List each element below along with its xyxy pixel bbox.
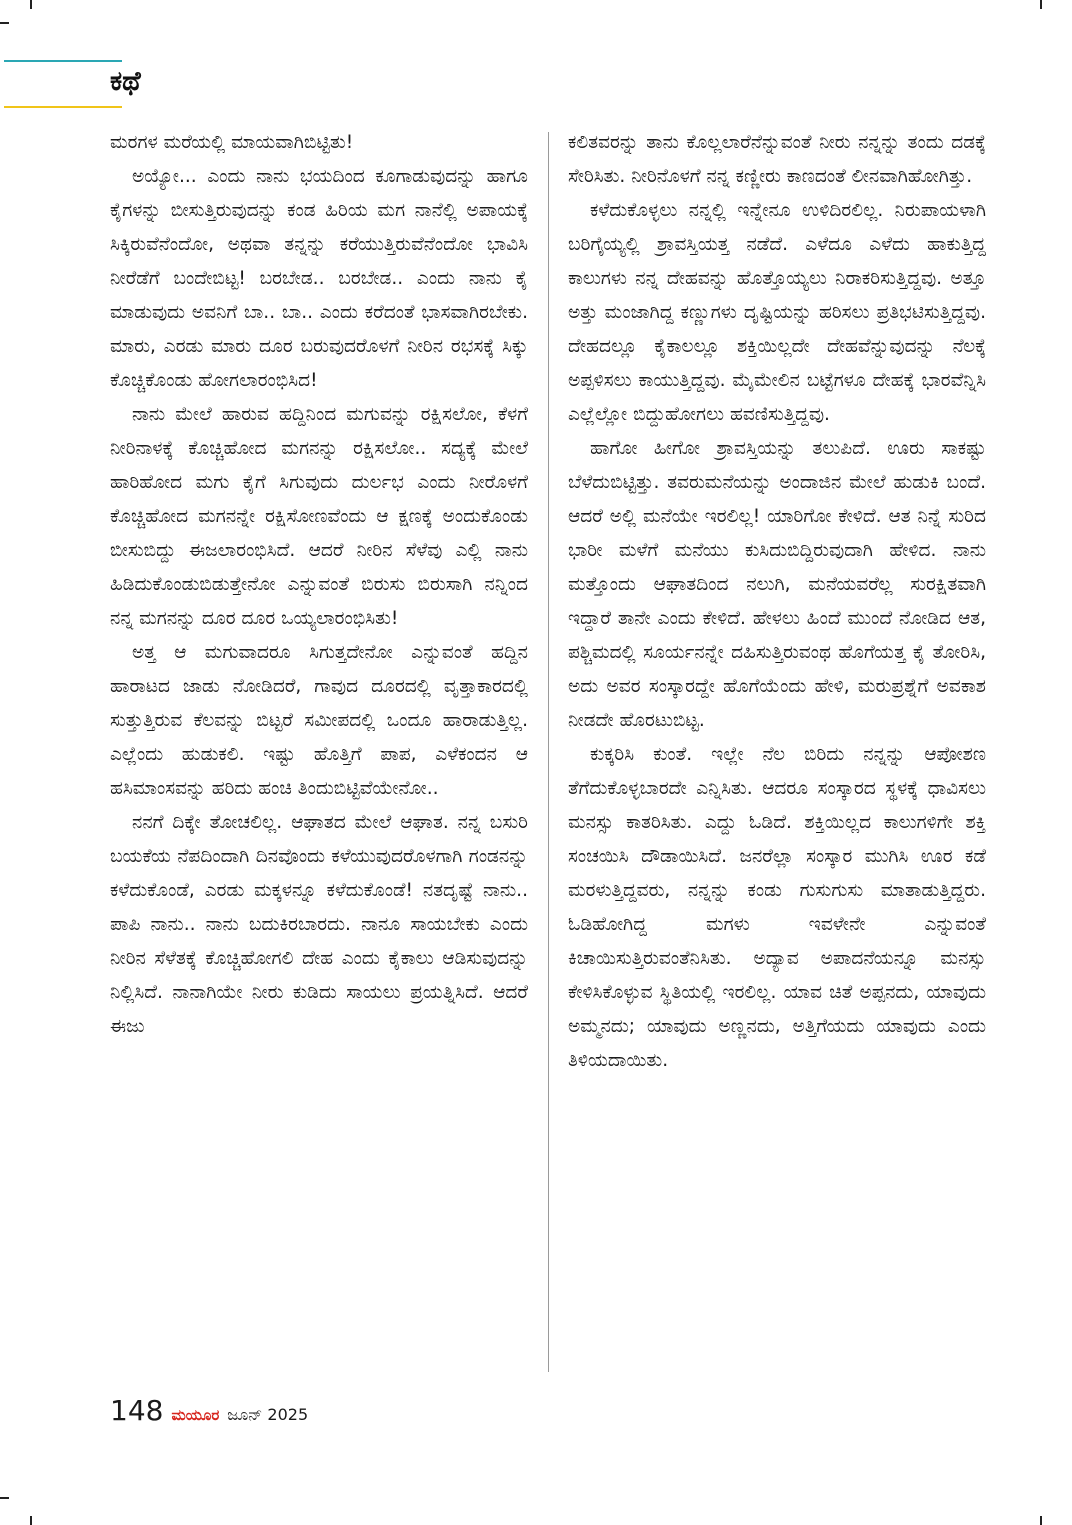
- paragraph: ಕುಕ್ಕರಿಸಿ ಕುಂತೆ. ಇಲ್ಲೇ ನೆಲ ಬಿರಿದು ನನ್ನನ್ನು ಆಪೋಶಣ ತೆಗೆದುಕೊಳ್ಳಬಾರದೇ ಎನ್ನಿಸಿತು. ಆದರೂ ಸಂಸ್ಕಾರದ ಸ್ಥಳಕ್ಕೆ ಧಾವಿಸಲು ಮನಸ್ಸು ಕಾತರಿಸಿತು. ಎದ್ದು ಓಡಿದೆ. ಶಕ್ತಿಯಿಲ್ಲದ ಕಾಲುಗಳಿಗೇ ಶಕ್ತಿ ಸಂಚಯಿಸಿ ದೌಡಾಯಿಸಿದೆ. ಜನರೆಲ್ಲಾ ಸಂಸ್ಕಾರ ಮುಗಿಸಿ ಊರ ಕಡೆ ಮರಳುತ್ತಿದ್ದವರು, ನನ್ನನ್ನು ಕಂಡು ಗುಸುಗುಸು ಮಾತಾಡುತ್ತಿದ್ದರು. ಓಡಿಹೋಗಿದ್ದ ಮಗಳು ಇವಳೇನೇ ಎನ್ನುವಂತೆ ಕಿಚಾಯಿಸುತ್ತಿರುವಂತೆನಿಸಿತು. ಅದ್ಯಾವ ಅಪಾದನೆಯನ್ನೂ ಮನಸ್ಸು ಕೇಳಿಸಿಕೊಳ್ಳುವ ಸ್ಥಿತಿಯಲ್ಲಿ ಇರಲಿಲ್ಲ. ಯಾವ ಚಿತೆ ಅಪ್ಪನದು, ಯಾವುದು ಅಮ್ಮನದು; ಯಾವುದು ಅಣ್ಣನದು, ಅತ್ತಿಗೆಯದು ಯಾವುದು ಎಂದು ತಿಳಿಯದಾಯಿತು.: [568, 744, 986, 1071]
- paragraph: ಕಳೆದುಕೊಳ್ಳಲು ನನ್ನಲ್ಲಿ ಇನ್ನೇನೂ ಉಳಿದಿರಲಿಲ್ಲ. ನಿರುಪಾಯಳಾಗಿ ಬರಿಗೈಯ್ಯಲ್ಲಿ ಶ್ರಾವಸ್ತಿಯತ್ತ ನಡೆದೆ. ಎಳೆದೂ ಎಳೆದು ಹಾಕುತ್ತಿದ್ದ ಕಾಲುಗಳು ನನ್ನ ದೇಹವನ್ನು ಹೊತ್ತೊಯ್ಯಲು ನಿರಾಕರಿಸುತ್ತಿದ್ದವು. ಅತ್ತೂ ಅತ್ತು ಮಂಜಾಗಿದ್ದ ಕಣ್ಣುಗಳು ದೃಷ್ಟಿಯನ್ನು ಹರಿಸಲು ಪ್ರತಿಭಟಿಸುತ್ತಿದ್ದವು. ದೇಹದಲ್ಲೂ ಕೈಕಾಲಲ್ಲೂ ಶಕ್ತಿಯಿಲ್ಲದೇ ದೇಹವೆನ್ನುವುದನ್ನು ನೆಲಕ್ಕೆ ಅಪ್ಪಳಿಸಲು ಕಾಯುತ್ತಿದ್ದವು. ಮೈಮೇಲಿನ ಬಟ್ಟೆಗಳೂ ದೇಹಕ್ಕೆ ಭಾರವೆನ್ನಿಸಿ ಎಲ್ಲೆಲ್ಲೋ ಬಿದ್ದುಹೋಗಲು ಹವಣಿಸುತ್ತಿದ್ದವು.: [568, 200, 986, 425]
- page-number: 148: [110, 1394, 164, 1427]
- crop-mark: [30, 1516, 32, 1525]
- article-column-left: [110, 126, 528, 1044]
- header-rule-top: [4, 60, 122, 62]
- crop-mark: [0, 22, 9, 24]
- paragraph: ನಾನು ಮೇಲೆ ಹಾರುವ ಹದ್ದಿನಿಂದ ಮಗುವನ್ನು ರಕ್ಷಿಸಲೋ, ಕೆಳಗೆ ನೀರಿನಾಳಕ್ಕೆ ಕೊಚ್ಚಿಹೋದ ಮಗನನ್ನು ರಕ್ಷಿಸಲೋ.. ಸದ್ಯಕ್ಕೆ ಮೇಲೆ ಹಾರಿಹೋದ ಮಗು ಕೈಗೆ ಸಿಗುವುದು ದುರ್ಲಭ ಎಂದು ನೀರೊಳಗೆ ಕೊಚ್ಚಿಹೋದ ಮಗನನ್ನೇ ರಕ್ಷಿಸೋಣವೆಂದು ಆ ಕ್ಷಣಕ್ಕೆ ಅಂದುಕೊಂಡು ಬೀಸುಬಿದ್ದು ಈಜಲಾರಂಭಿಸಿದೆ. ಆದರೆ ನೀರಿನ ಸೆಳೆವು ಎಲ್ಲಿ ನಾನು ಹಿಡಿದುಕೊಂಡುಬಿಡುತ್ತೇನೋ ಎನ್ನುವಂತೆ ಬಿರುಸು ಬಿರುಸಾಗಿ ನನ್ನಿಂದ ನನ್ನ ಮಗನನ್ನು ದೂರ ದೂರ ಒಯ್ಯಲಾರಂಭಿಸಿತು!: [110, 404, 528, 629]
- crop-mark: [1040, 0, 1042, 9]
- magazine-logo: ಮಯೂರ: [171, 1406, 220, 1424]
- paragraph: ನನಗೆ ದಿಕ್ಕೇ ತೋಚಲಿಲ್ಲ. ಆಘಾತದ ಮೇಲೆ ಆಘಾತ. ನನ್ನ ಬಸುರಿ ಬಯಕೆಯ ನೆಪದಿಂದಾಗಿ ದಿನವೊಂದು ಕಳೆಯುವುದರೊಳಗಾಗಿ ಗಂಡನನ್ನು ಕಳೆದುಕೊಂಡೆ, ಎರಡು ಮಕ್ಕಳನ್ನೂ ಕಳೆದುಕೊಂಡೆ! ನತದೃಷ್ಟೆ ನಾನು.. ಪಾಪಿ ನಾನು.. ನಾನು ಬದುಕಿರಬಾರದು. ನಾನೂ ಸಾಯಬೇಕು ಎಂದು ನೀರಿನ ಸೆಳೆತಕ್ಕೆ ಕೊಚ್ಚಿಹೋಗಲಿ ದೇಹ ಎಂದು ಕೈಕಾಲು ಆಡಿಸುವುದನ್ನು ನಿಲ್ಲಿಸಿದೆ. ನಾನಾಗಿಯೇ ನೀರು ಕುಡಿದು ಸಾಯಲು ಪ್ರಯತ್ನಿಸಿದೆ. ಆದರೆ ಈಜು: [110, 812, 528, 1037]
- header-rule-bottom: [4, 106, 122, 108]
- crop-mark: [0, 1497, 9, 1499]
- article-column-right: [568, 126, 986, 1078]
- column-divider: [548, 132, 549, 1372]
- paragraph: ಮರಗಳ ಮರೆಯಲ್ಲಿ ಮಾಯವಾಗಿಬಿಟ್ಟಿತು!: [110, 132, 354, 153]
- paragraph: ಅಯ್ಯೋ... ಎಂದು ನಾನು ಭಯದಿಂದ ಕೂಗಾಡುವುದನ್ನು ಹಾಗೂ ಕೈಗಳನ್ನು ಬೀಸುತ್ತಿರುವುದನ್ನು ಕಂಡ ಹಿರಿಯ ಮಗ ನಾನೆಲ್ಲಿ ಅಪಾಯಕ್ಕೆ ಸಿಕ್ಕಿರುವೆನೆಂದೋ, ಅಥವಾ ತನ್ನನ್ನು ಕರೆಯುತ್ತಿರುವೆನೆಂದೋ ಭಾವಿಸಿ ನೀರೆಡೆಗೆ ಬಂದೇಬಿಟ್ಟ! ಬರಬೇಡ.. ಬರಬೇಡ.. ಎಂದು ನಾನು ಕೈ ಮಾಡುವುದು ಅವನಿಗೆ ಬಾ.. ಬಾ.. ಎಂದು ಕರೆದಂತೆ ಭಾಸವಾಗಿರಬೇಕು. ಮಾರು, ಎರಡು ಮಾರು ದೂರ ಬರುವುದರೊಳಗೆ ನೀರಿನ ರಭಸಕ್ಕೆ ಸಿಕ್ಕು ಕೊಚ್ಚಿಕೊಂಡು ಹೋಗಲಾರಂಭಿಸಿದ!: [110, 166, 528, 391]
- paragraph: ಹಾಗೋ ಹೀಗೋ ಶ್ರಾವಸ್ತಿಯನ್ನು ತಲುಪಿದೆ. ಊರು ಸಾಕಷ್ಟು ಬೆಳೆದುಬಿಟ್ಟಿತ್ತು. ತವರುಮನೆಯನ್ನು ಅಂದಾಜಿನ ಮೇಲೆ ಹುಡುಕಿ ಬಂದೆ. ಆದರೆ ಅಲ್ಲಿ ಮನೆಯೇ ಇರಲಿಲ್ಲ! ಯಾರಿಗೋ ಕೇಳಿದೆ. ಆತ ನಿನ್ನೆ ಸುರಿದ ಭಾರೀ ಮಳೆಗೆ ಮನೆಯು ಕುಸಿದುಬಿದ್ದಿರುವುದಾಗಿ ಹೇಳಿದ. ನಾನು ಮತ್ತೊಂದು ಆಘಾತದಿಂದ ನಲುಗಿ, ಮನೆಯವರೆಲ್ಲ ಸುರಕ್ಷಿತವಾಗಿ ಇದ್ದಾರೆ ತಾನೇ ಎಂದು ಕೇಳಿದೆ. ಹೇಳಲು ಹಿಂದೆ ಮುಂದೆ ನೋಡಿದ ಆತ, ಪಶ್ಚಿಮದಲ್ಲಿ ಸೂರ್ಯನನ್ನೇ ದಹಿಸುತ್ತಿರುವಂಥ ಹೊಗೆಯತ್ತ ಕೈ ತೋರಿಸಿ, ಅದು ಅವರ ಸಂಸ್ಕಾರದ್ದೇ ಹೊಗೆಯೆಂದು ಹೇಳಿ, ಮರುಪ್ರಶ್ನೆಗೆ ಅವಕಾಶ ನೀಡದೇ ಹೊರಟುಬಿಟ್ಟ.: [568, 438, 986, 731]
- paragraph: ಕಲಿತವರನ್ನು ತಾನು ಕೊಲ್ಲಲಾರೆನೆನ್ನುವಂತೆ ನೀರು ನನ್ನನ್ನು ತಂದು ದಡಕ್ಕೆ ಸೇರಿಸಿತು. ನೀರಿನೊಳಗೆ ನನ್ನ ಕಣ್ಣೀರು ಕಾಣದಂತೆ ಲೀನವಾಗಿಹೋಗಿತ್ತು.: [568, 132, 986, 187]
- section-label: ಕಥೆ: [110, 66, 141, 97]
- page-footer: [110, 1394, 308, 1427]
- crop-mark: [30, 0, 32, 9]
- issue-date: ಜೂನ್ 2025: [227, 1405, 309, 1424]
- crop-mark: [1040, 1516, 1042, 1525]
- paragraph: ಅತ್ತ ಆ ಮಗುವಾದರೂ ಸಿಗುತ್ತದೇನೋ ಎನ್ನುವಂತೆ ಹದ್ದಿನ ಹಾರಾಟದ ಜಾಡು ನೋಡಿದರೆ, ಗಾವುದ ದೂರದಲ್ಲಿ ವೃತ್ತಾಕಾರದಲ್ಲಿ ಸುತ್ತುತ್ತಿರುವ ಕೆಲವನ್ನು ಬಿಟ್ಟರೆ ಸಮೀಪದಲ್ಲಿ ಒಂದೂ ಹಾರಾಡುತ್ತಿಲ್ಲ. ಎಲ್ಲೆಂದು ಹುಡುಕಲಿ. ಇಷ್ಟು ಹೊತ್ತಿಗೆ ಪಾಪ, ಎಳೆಕಂದನ ಆ ಹಸಿಮಾಂಸವನ್ನು ಹರಿದು ಹಂಚಿ ತಿಂದುಬಿಟ್ಟಿವೆಯೇನೋ..: [110, 642, 528, 799]
